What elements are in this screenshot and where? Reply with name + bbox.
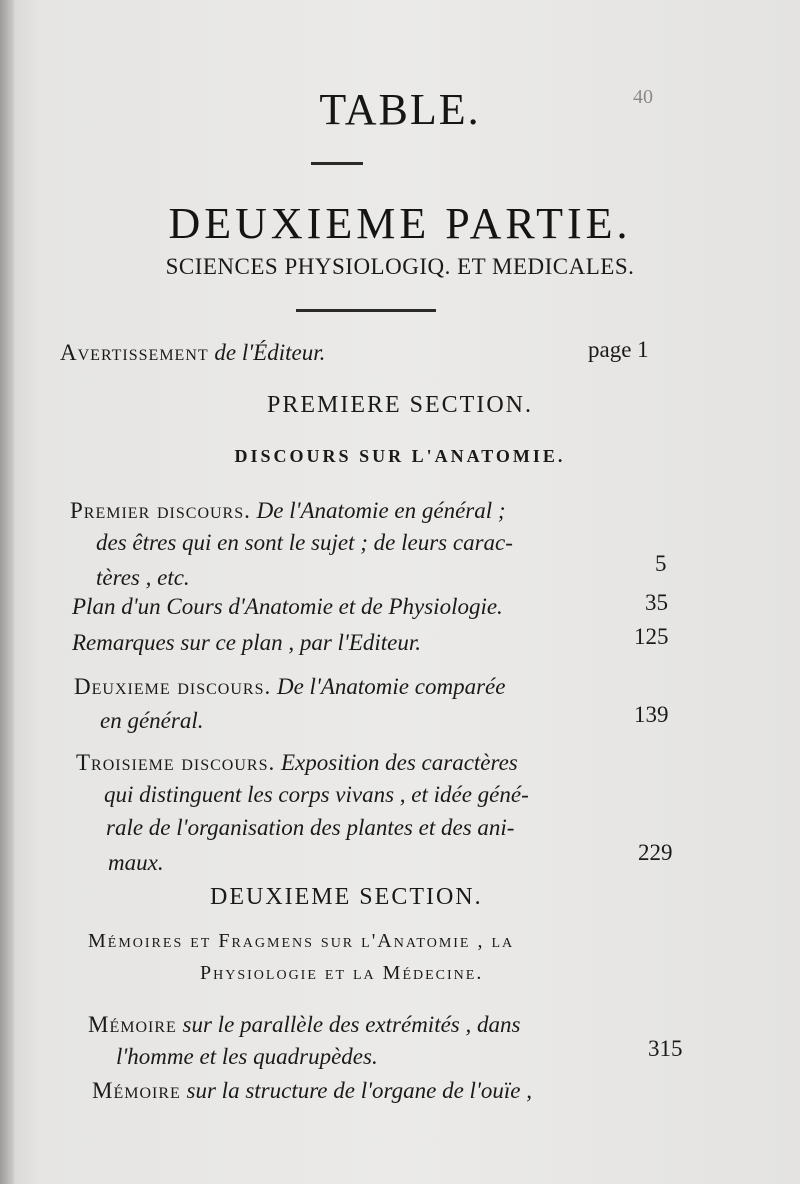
- toc-entry-troisieme-discours: [76, 750, 518, 776]
- memoire2-title: sur la structure de l'organe de l'ouïe ,: [186, 1078, 532, 1103]
- plan-page: 35: [645, 590, 668, 615]
- section2-heading-line1: Mémoires et Fragmens sur l'Anatomie , la: [88, 930, 515, 952]
- troisieme-discours-line3: rale de l'organisation des plantes et des ani-: [106, 815, 515, 840]
- table-title: TABLE.: [319, 85, 481, 134]
- toc-entry-avertissement: [60, 340, 325, 366]
- toc-entry-premier-discours: [70, 498, 506, 524]
- memoire1-label: Mémoire: [88, 1012, 177, 1037]
- bleed-through-page-number: 40: [633, 86, 653, 108]
- memoire1-title: sur le parallèle des extrémités , dans: [182, 1012, 521, 1037]
- part-divider: [296, 309, 436, 312]
- premier-discours-title: De l'Anatomie en général ;: [256, 498, 506, 523]
- page-gutter-shadow: [0, 0, 14, 1184]
- toc-entry-plan: Plan d'un Cours d'Anatomie et de Physiologie.: [72, 594, 503, 619]
- premier-discours-line3: tères , etc.: [96, 565, 190, 590]
- premier-discours-page: 5: [655, 551, 667, 576]
- troisieme-discours-page: 229: [638, 840, 673, 865]
- remarques-page: 125: [634, 624, 669, 649]
- avertissement-page: page 1: [588, 337, 649, 362]
- section-subtitle-discours: DISCOURS SUR L'ANATOMIE.: [234, 446, 566, 466]
- memoire1-line2: l'homme et les quadrupèdes.: [116, 1044, 378, 1069]
- section-title-premiere: PREMIERE SECTION.: [266, 392, 533, 418]
- memoire2-label: Mémoire: [92, 1078, 181, 1103]
- troisieme-discours-label: Troisieme discours.: [76, 750, 276, 775]
- memoire1-page: 315: [648, 1036, 683, 1061]
- premier-discours-line2: des êtres qui en sont le sujet ; de leurs carac-: [96, 530, 513, 555]
- title-divider: [311, 162, 363, 165]
- avertissement-label-italic: de l'Éditeur.: [214, 340, 326, 365]
- deuxieme-discours-label: Deuxieme discours.: [74, 674, 272, 699]
- part-title: DEUXIEME PARTIE.: [168, 199, 632, 248]
- troisieme-discours-title: Exposition des caractères: [281, 750, 518, 775]
- troisieme-discours-line4: maux.: [108, 850, 164, 875]
- deuxieme-discours-line2: en général.: [100, 708, 204, 733]
- avertissement-label: Avertissement: [60, 340, 209, 365]
- toc-entry-remarques: Remarques sur ce plan , par l'Editeur.: [72, 630, 422, 655]
- toc-entry-memoire-parallele: [88, 1012, 520, 1038]
- section2-heading-line2: Physiologie et la Médecine.: [200, 962, 484, 984]
- part-subtitle: SCIENCES PHYSIOLOGIQ. ET MEDICALES.: [165, 254, 635, 279]
- troisieme-discours-line2: qui distinguent les corps vivans , et idée géné-: [104, 782, 529, 807]
- toc-entry-memoire-ouie: [92, 1078, 532, 1104]
- section-title-deuxieme: DEUXIEME SECTION.: [210, 884, 483, 910]
- deuxieme-discours-title: De l'Anatomie comparée: [276, 674, 506, 699]
- deuxieme-discours-page: 139: [634, 702, 669, 727]
- toc-entry-deuxieme-discours: [74, 674, 505, 700]
- premier-discours-label: Premier discours.: [70, 498, 251, 523]
